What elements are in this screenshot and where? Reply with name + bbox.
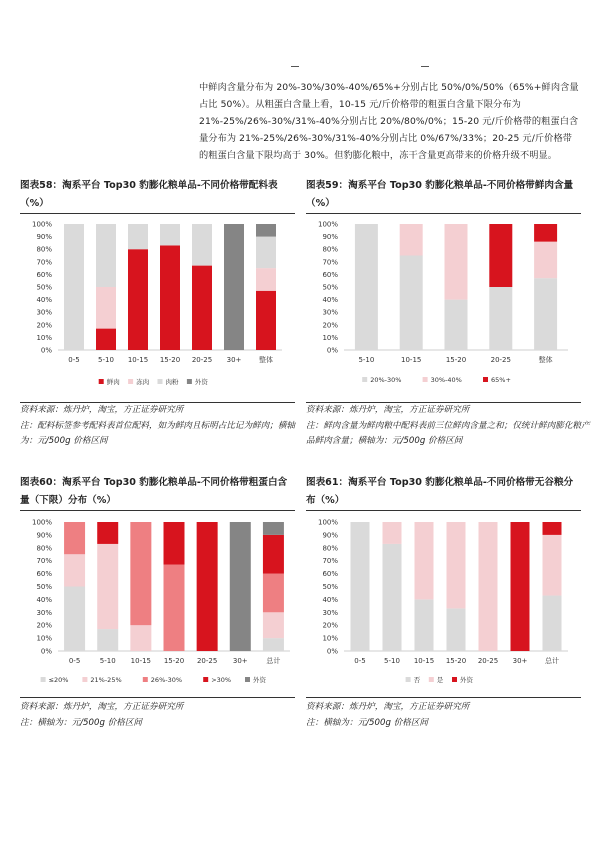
bar-segment — [164, 522, 185, 565]
bar-segment — [445, 300, 468, 350]
bar-segment — [447, 522, 466, 608]
legend-swatch — [143, 677, 148, 682]
bar-segment — [543, 522, 562, 535]
x-tick-label: 10-15 — [130, 657, 152, 665]
legend-label: 外资 — [460, 676, 473, 684]
bar-segment — [130, 625, 151, 651]
y-tick-label: 20% — [322, 321, 338, 330]
chart-source-58 — [20, 403, 310, 450]
y-tick-label: 10% — [322, 333, 338, 342]
y-tick-label: 30% — [322, 308, 338, 317]
y-tick-label: 0% — [326, 647, 338, 656]
x-tick-label: 15-20 — [163, 657, 185, 665]
y-tick-label: 40% — [322, 296, 338, 305]
bar-segment — [256, 268, 276, 291]
bar-segment — [543, 596, 562, 651]
bar-segment — [96, 329, 116, 350]
bar-segment — [263, 574, 284, 613]
y-tick-label: 0% — [326, 346, 338, 355]
y-tick-label: 50% — [36, 283, 52, 292]
bar-segment — [64, 587, 85, 652]
y-tick-label: 20% — [36, 621, 52, 630]
y-tick-label: 40% — [36, 595, 52, 604]
bar-segment — [192, 266, 212, 350]
legend-swatch — [483, 377, 488, 382]
y-tick-label: 90% — [36, 531, 52, 540]
bar-segment — [230, 522, 251, 651]
x-tick-label: 0-5 — [68, 356, 80, 364]
bar-segment — [96, 287, 116, 329]
bar-segment — [534, 242, 557, 279]
bar-segment — [511, 522, 530, 651]
y-tick-label: 70% — [36, 557, 52, 566]
header-dash-right — [421, 66, 429, 67]
bar-segment — [263, 612, 284, 638]
y-tick-label: 20% — [322, 621, 338, 630]
chart-source-60 — [20, 700, 310, 731]
chart-frame-60 — [20, 510, 295, 698]
intro-text: 中鲜肉含量分布为 20%-30%/30%-40%/65%+分别占比 50%/0%/50%（65%+鲜肉含量占比 50%）。从粗蛋白含量上看，10-15 元/斤价格带的粗蛋白含量下限分布为 21%-25%/26%-30%/31%-40%分别占比 20%/80%/0%；15-20 元/斤价格带的粗蛋白含量分布为 21%-25%/26%-30%/31%-40%分别占比 0%/67%/33%；20-25 元/斤价格带的粗蛋白含量下限均高于 30%。但豹膨化粮中，冻干含量更高带来的价格升级不明显。 — [199, 82, 579, 161]
legend-label: 是 — [436, 676, 444, 684]
y-tick-label: 30% — [36, 308, 52, 317]
x-tick-label: 0-5 — [354, 657, 366, 665]
chart-61-svg — [306, 511, 581, 697]
bar-segment — [447, 608, 466, 651]
source-line-59: 资料来源：炼丹炉，淘宝，方正证券研究所 — [306, 405, 470, 415]
x-tick-label: 10-15 — [401, 356, 422, 364]
bar-segment — [400, 224, 423, 256]
y-tick-label: 40% — [36, 296, 52, 305]
legend-label: 21%-25% — [90, 676, 122, 684]
y-tick-label: 70% — [36, 258, 52, 267]
legend-swatch — [452, 677, 457, 682]
bar-segment — [351, 522, 370, 651]
chart-source-59 — [306, 403, 596, 450]
y-tick-label: 0% — [40, 647, 52, 656]
x-tick-label: 30+ — [232, 657, 248, 665]
chart-title-61: 图表61：淘系平台 Top30 豹膨化粮单品-不同价格带无谷粮分布（%） — [306, 477, 574, 506]
legend-swatch — [187, 379, 192, 384]
chart-panel-61 — [306, 474, 581, 732]
chart-60-svg — [20, 511, 295, 697]
y-tick-label: 100% — [31, 518, 52, 527]
y-tick-label: 30% — [322, 608, 338, 617]
legend-swatch — [128, 379, 133, 384]
chart-title-59: 图表59：淘系平台 Top30 豹膨化粮单品-不同价格带鲜肉含量（%） — [306, 180, 574, 209]
legend-label: ≤20% — [48, 676, 69, 684]
y-tick-label: 30% — [36, 608, 52, 617]
y-tick-label: 100% — [317, 518, 338, 527]
bar-segment — [534, 224, 557, 242]
note-line-60: 注：横轴为：元/500g 价格区间 — [20, 717, 143, 728]
bar-segment — [224, 224, 244, 350]
bar-segment — [164, 565, 185, 651]
legend-swatch — [429, 677, 434, 682]
legend-swatch — [99, 379, 104, 384]
bar-segment — [543, 535, 562, 596]
y-tick-label: 60% — [322, 270, 338, 279]
bar-segment — [64, 224, 84, 350]
y-tick-label: 50% — [322, 583, 338, 591]
bar-segment — [97, 544, 118, 629]
legend-label: 20%-30% — [370, 376, 402, 384]
bar-segment — [197, 522, 218, 651]
bar-segment — [160, 245, 180, 350]
legend-swatch — [203, 677, 208, 682]
chart-panel-58 — [20, 177, 296, 446]
bar-segment — [130, 522, 151, 625]
bar-segment — [128, 249, 148, 350]
note-line-59: 注：鲜肉含量为鲜肉粮中配料表前三位鲜肉含量之和；仅统计鲜肉膨化粮产品鲜肉含量；横轴为：元/500g 价格区间 — [306, 420, 590, 446]
bar-segment — [489, 224, 512, 287]
y-tick-label: 90% — [322, 531, 338, 540]
x-tick-label: 15-20 — [445, 356, 467, 364]
source-line-58: 资料来源：炼丹炉，淘宝，方正证券研究所 — [20, 405, 184, 415]
bar-segment — [64, 554, 85, 586]
legend-swatch — [423, 377, 428, 382]
legend-swatch — [362, 377, 367, 382]
chart-58-svg — [20, 214, 295, 402]
bar-segment — [355, 224, 378, 350]
chart-panel-59 — [306, 177, 590, 446]
legend-swatch — [245, 677, 250, 682]
chart-frame-59 — [306, 213, 581, 403]
legend-label: >30% — [211, 676, 232, 684]
y-tick-label: 90% — [322, 233, 338, 242]
bar-segment — [479, 522, 498, 651]
chart-panel-60 — [20, 474, 295, 732]
x-tick-label: 5-10 — [358, 356, 375, 364]
y-tick-label: 100% — [31, 220, 52, 229]
bar-segment — [383, 522, 402, 544]
x-tick-label: 15-20 — [159, 356, 181, 364]
x-tick-label: 30+ — [512, 657, 528, 665]
bar-segment — [64, 522, 85, 554]
bar-segment — [263, 638, 284, 651]
x-tick-label: 10-15 — [127, 356, 149, 364]
x-tick-label: 30+ — [226, 356, 242, 364]
x-tick-label: 20-25 — [191, 356, 213, 364]
x-tick-label: 10-15 — [413, 657, 435, 665]
y-tick-label: 40% — [322, 595, 338, 604]
legend-label: 外资 — [194, 378, 208, 386]
legend-label: 65%+ — [491, 376, 511, 384]
y-tick-label: 60% — [36, 570, 52, 579]
bar-segment — [534, 278, 557, 350]
bar-segment — [256, 291, 276, 350]
intro-paragraph — [199, 79, 581, 164]
y-tick-label: 60% — [36, 270, 52, 279]
legend-label: 冻肉 — [136, 378, 150, 386]
bar-segment — [383, 544, 402, 651]
bar-segment — [97, 522, 118, 544]
x-tick-label: 0-5 — [68, 657, 81, 665]
legend-swatch — [82, 677, 87, 682]
y-tick-label: 90% — [36, 233, 52, 242]
y-tick-label: 20% — [36, 321, 52, 330]
x-tick-label: 15-20 — [445, 657, 467, 665]
chart-frame-58 — [20, 213, 295, 403]
legend-label: 肉粉 — [165, 378, 179, 386]
x-tick-label: 5-10 — [99, 657, 116, 665]
y-tick-label: 50% — [36, 583, 52, 591]
legend-label: 26%-30% — [150, 676, 183, 684]
y-tick-label: 50% — [322, 283, 338, 292]
chart-59-svg — [306, 214, 581, 402]
legend-label: 否 — [413, 676, 421, 684]
bar-segment — [489, 287, 512, 350]
y-tick-label: 10% — [36, 634, 52, 643]
y-tick-label: 70% — [322, 557, 338, 566]
legend-label: 外资 — [253, 676, 266, 684]
bar-segment — [400, 256, 423, 351]
y-tick-label: 10% — [322, 634, 338, 643]
note-line-61: 注：横轴为：元/500g 价格区间 — [306, 717, 429, 728]
legend-swatch — [158, 379, 163, 384]
x-tick-label: 总计 — [545, 657, 559, 665]
bar-segment — [415, 599, 434, 651]
chart-source-61 — [306, 700, 596, 731]
y-tick-label: 80% — [36, 245, 52, 254]
bar-segment — [415, 522, 434, 599]
x-tick-label: 20-25 — [490, 356, 511, 364]
y-tick-label: 70% — [322, 258, 338, 267]
y-tick-label: 0% — [40, 346, 52, 355]
x-tick-label: 5-10 — [98, 356, 114, 364]
bar-segment — [97, 629, 118, 651]
x-tick-label: 总计 — [266, 657, 281, 665]
bar-segment — [192, 224, 212, 266]
source-line-60: 资料来源：炼丹炉，淘宝，方正证券研究所 — [20, 702, 184, 712]
legend-label: 鲜肉 — [106, 378, 120, 386]
y-tick-label: 60% — [322, 570, 338, 579]
chart-frame-61 — [306, 510, 581, 698]
legend-label: 30%-40% — [430, 376, 462, 384]
bar-segment — [445, 224, 468, 300]
legend-swatch — [406, 677, 411, 682]
chart-title-60: 图表60：淘系平台 Top30 豹膨化粮单品-不同价格带粗蛋白含量（下限）分布（%） — [20, 477, 288, 506]
bar-segment — [263, 522, 284, 535]
bar-segment — [96, 224, 116, 287]
x-tick-label: 5-10 — [384, 657, 400, 665]
y-tick-label: 80% — [322, 245, 338, 254]
header-dash-left — [291, 66, 299, 67]
bar-segment — [128, 224, 148, 249]
x-tick-label: 整体 — [538, 356, 553, 364]
y-tick-label: 80% — [36, 544, 52, 553]
chart-title-58: 图表58：淘系平台 Top30 豹膨化粮单品-不同价格带配料表（%） — [20, 180, 278, 209]
bar-segment — [160, 224, 180, 245]
y-tick-label: 100% — [317, 220, 338, 229]
x-tick-label: 20-25 — [196, 657, 218, 665]
source-line-61: 资料来源：炼丹炉，淘宝，方正证券研究所 — [306, 702, 470, 712]
bar-segment — [263, 535, 284, 574]
bar-segment — [256, 224, 276, 237]
note-line-58: 注：配料标签参考配料表首位配料，如为鲜肉且标明占比记为鲜肉；横轴为：元/500g 价格区间 — [20, 420, 296, 446]
x-tick-label: 20-25 — [477, 657, 499, 665]
y-tick-label: 10% — [36, 333, 52, 342]
x-tick-label: 整体 — [259, 356, 273, 364]
legend-swatch — [41, 677, 46, 682]
bar-segment — [256, 237, 276, 269]
y-tick-label: 80% — [322, 544, 338, 553]
